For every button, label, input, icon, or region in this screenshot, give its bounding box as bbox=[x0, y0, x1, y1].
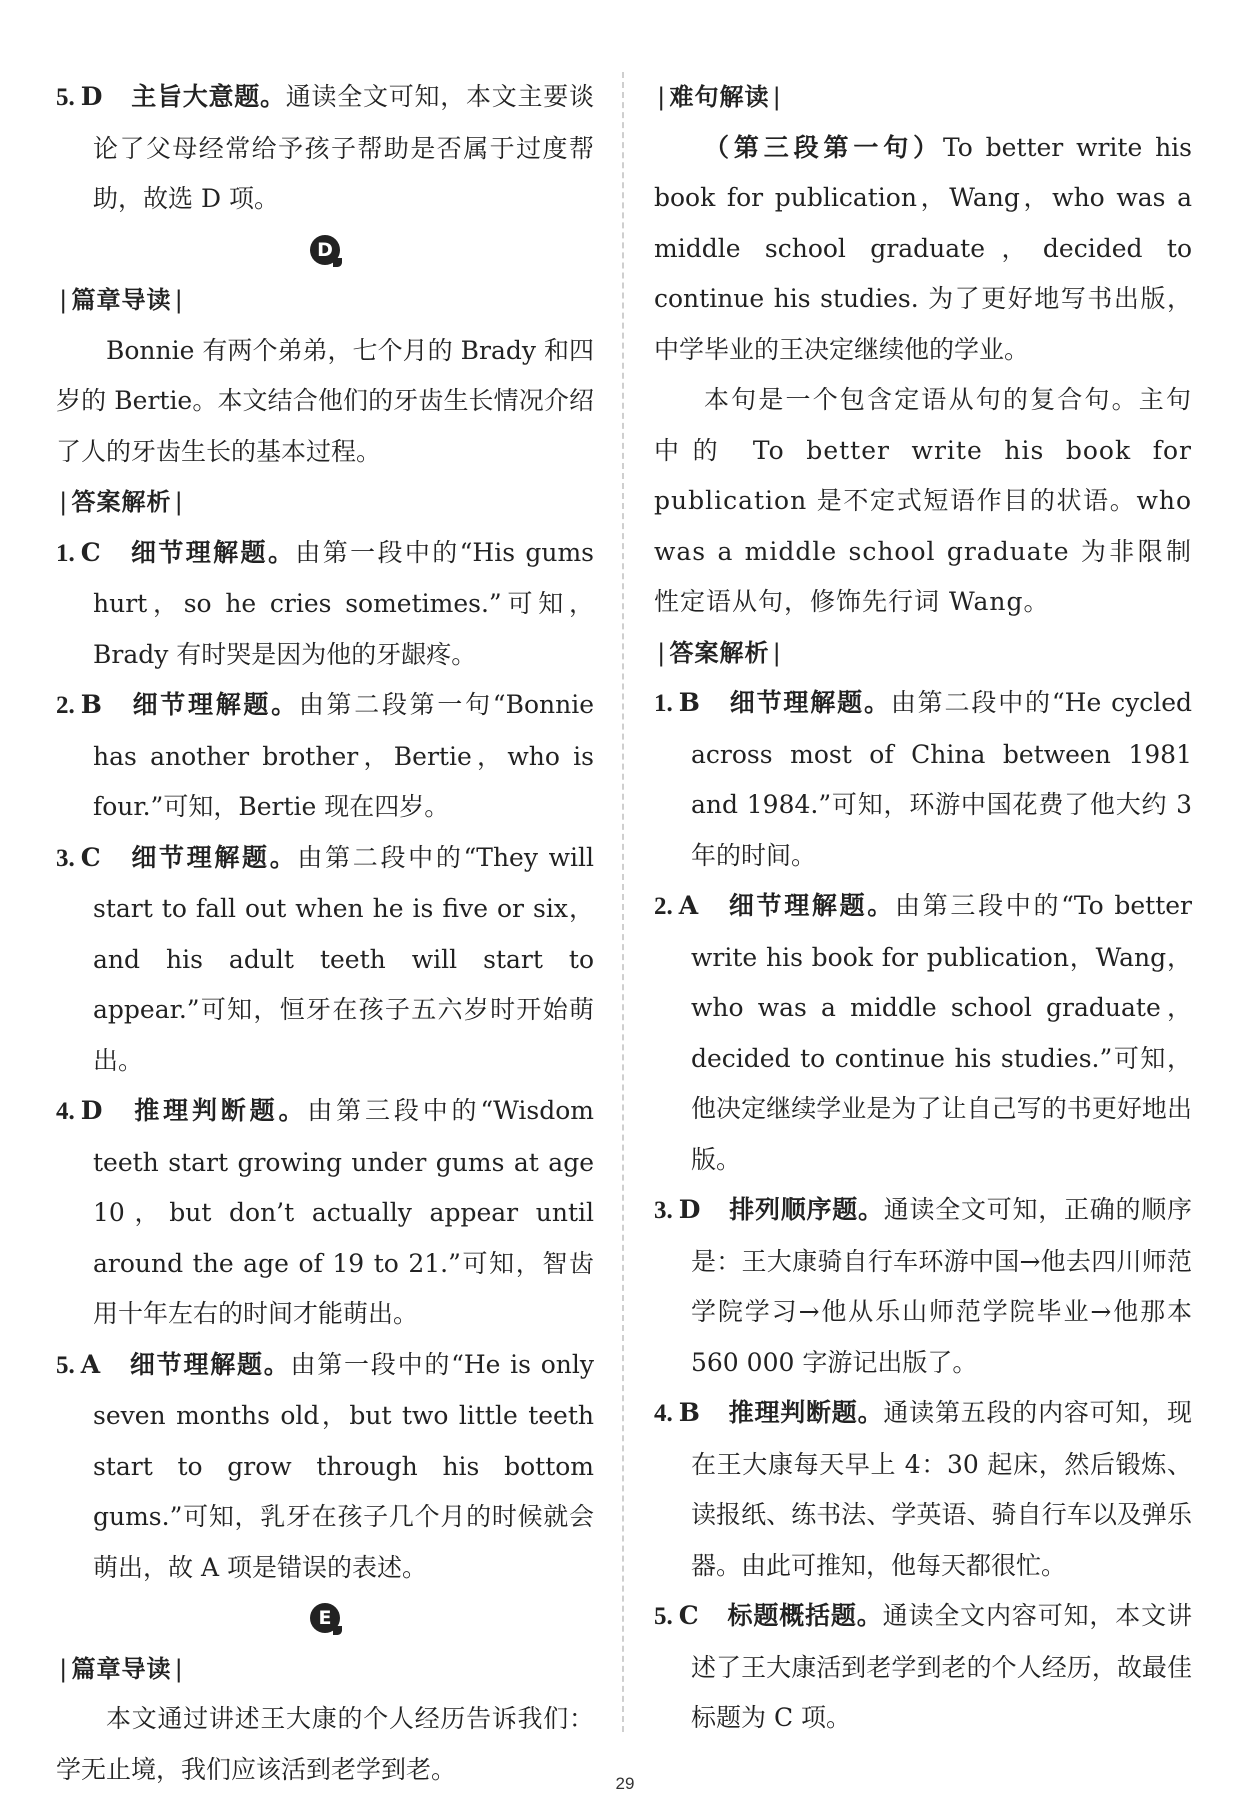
question-type: 细节理解题。 bbox=[128, 1349, 291, 1379]
left-column bbox=[56, 72, 594, 1795]
item-explanation: 通读全文可知，正确的顺序是：王大康骑自行车环游中国→他去四川师范学院学习→他从乐山师范学院毕业→他那本 560 000 字游记出版了。 bbox=[691, 1195, 1192, 1377]
hard-sentence-label: （第三段第一句） bbox=[704, 132, 943, 162]
question-type: 推理判断题。 bbox=[130, 1096, 308, 1125]
page-number: 29 bbox=[615, 1774, 635, 1793]
section-header-label: 答案解析 bbox=[669, 638, 770, 667]
item-explanation: 通读全文可知，本文主要谈论了父母经常给予孩子帮助是否属于过度帮助，故选 D 项。 bbox=[93, 82, 594, 213]
item-answer: D bbox=[80, 1096, 103, 1125]
question-type: 推理判断题。 bbox=[727, 1398, 884, 1427]
passage-e-marker bbox=[56, 1593, 594, 1644]
answer-item bbox=[654, 881, 1192, 1185]
hard-sentence bbox=[654, 123, 1192, 376]
item-number: 2. bbox=[56, 692, 75, 719]
section-header-label: 篇章导读 bbox=[71, 1654, 172, 1683]
section-header-label: 篇章导读 bbox=[71, 286, 172, 314]
section-header: |篇章导读| bbox=[56, 1654, 187, 1683]
item-answer: C bbox=[80, 537, 101, 567]
answer-item bbox=[56, 833, 594, 1087]
answer-list bbox=[56, 528, 594, 1594]
item-answer: B bbox=[678, 1398, 700, 1427]
item-answer: D bbox=[678, 1195, 701, 1224]
item-explanation: 由第二段第一句“Bonnie has another brother，Bertie，who is four.”可知，Bertie 现在四岁。 bbox=[93, 690, 594, 821]
passage-guide-text: Bonnie 有两个弟弟，七个月的 Brady 和四岁的 Bertie。本文结合他们的牙齿生长情况介绍了人的牙齿生长的基本过程。 bbox=[56, 335, 594, 466]
answer-item bbox=[654, 1591, 1192, 1744]
item-explanation: 由第一段中的“He is only seven months old，but two little teeth start to grow through his bottom gums.”可知，乳牙在孩子几个月的时候就会萌出，故 A 项是错误的表述。 bbox=[93, 1349, 594, 1582]
answer-item bbox=[654, 1185, 1192, 1388]
section-header-label: 难句解读 bbox=[669, 83, 770, 111]
item-explanation: 通读全文内容可知，本文讲述了王大康活到老学到老的个人经历，故最佳标题为 C 项。 bbox=[691, 1601, 1192, 1732]
section-header: |难句解读| bbox=[654, 83, 785, 111]
item-explanation: 由第三段中的“To better write his book for publication，Wang，who was a middle school graduate，decided to continue his studies.”可知，他决定继续学业是为了让自己写的书更好地出版。 bbox=[691, 891, 1192, 1174]
section-header-label: 答案解析 bbox=[71, 488, 172, 516]
passage-badge-icon: D bbox=[310, 235, 340, 265]
item-answer: A bbox=[80, 1349, 101, 1379]
column-divider bbox=[622, 72, 624, 1732]
answer-item bbox=[56, 72, 594, 225]
item-explanation: 由第一段中的“His gums hurt，so he cries sometimes.”可知，Brady 有时哭是因为他的牙龈疼。 bbox=[93, 537, 594, 669]
answer-list bbox=[654, 678, 1192, 1744]
answer-item bbox=[56, 1340, 594, 1594]
item-number: 2. bbox=[654, 893, 673, 920]
section-header: |篇章导读| bbox=[56, 286, 187, 314]
question-type: 主旨大意题。 bbox=[130, 82, 286, 111]
question-type: 细节理解题。 bbox=[129, 690, 299, 719]
item-answer: B bbox=[678, 688, 700, 717]
passage-badge-icon: E bbox=[310, 1603, 340, 1633]
question-type: 细节理解题。 bbox=[727, 688, 891, 717]
item-number: 5. bbox=[56, 1351, 75, 1379]
item-explanation: 由第二段中的“He cycled across most of China between 1981 and 1984.”可知，环游中国花费了他大约 3 年的时间。 bbox=[691, 688, 1192, 870]
item-answer: C bbox=[678, 1601, 699, 1630]
right-column bbox=[654, 72, 1192, 1744]
hard-sentence-analysis: 本句是一个包含定语从句的复合句。主句中的 To better write his book for publication 是不定式短语作目的状语。who was a middle school graduate 为非限制性定语从句，修饰先行词 Wang。 bbox=[654, 385, 1192, 616]
question-type: 细节理解题。 bbox=[128, 842, 298, 872]
item-answer: B bbox=[80, 690, 102, 719]
passage-d-marker bbox=[56, 225, 594, 276]
question-type: 标题概括题。 bbox=[726, 1601, 883, 1630]
item-explanation: 由第三段中的“Wisdom teeth start growing under gums at age 10，but don’t actually appear until around the age of 19 to 21.”可知，智齿用十年左右的时间才能萌出。 bbox=[93, 1096, 594, 1328]
item-explanation: 通读第五段的内容可知，现在王大康每天早上 4：30 起床，然后锻炼、读报纸、练书法、学英语、骑自行车以及弹乐器。由此可推知，他每天都很忙。 bbox=[691, 1398, 1192, 1580]
item-number: 4. bbox=[56, 1098, 75, 1125]
item-number: 4. bbox=[654, 1400, 673, 1427]
answer-item bbox=[56, 680, 594, 833]
item-number: 1. bbox=[654, 690, 673, 717]
item-number: 5. bbox=[654, 1603, 673, 1630]
answer-item bbox=[654, 678, 1192, 881]
section-header: |答案解析| bbox=[56, 488, 187, 516]
item-number: 5. bbox=[56, 84, 75, 111]
hard-sentence-text: To better write his book for publication，Wang，who was a middle school graduate，decided to continue his studies. 为了更好地写书出版，中学毕业的王决定继续他的学业。 bbox=[654, 132, 1192, 364]
passage-guide-text: 本文通过讲述王大康的个人经历告诉我们：学无止境，我们应该活到老学到老。 bbox=[56, 1704, 594, 1784]
item-explanation: 由第二段中的“They will start to fall out when he is five or six，and his adult teeth will start to appear.”可知，恒牙在孩子五六岁时开始萌出。 bbox=[93, 842, 594, 1075]
answer-item bbox=[56, 528, 594, 681]
answer-item bbox=[56, 1086, 594, 1340]
item-number: 3. bbox=[654, 1197, 673, 1224]
question-type: 细节理解题。 bbox=[128, 537, 296, 567]
item-number: 3. bbox=[56, 844, 75, 872]
item-answer: D bbox=[80, 82, 103, 111]
item-answer: A bbox=[678, 891, 699, 920]
item-answer: C bbox=[80, 842, 101, 872]
item-number: 1. bbox=[56, 539, 75, 567]
answer-item bbox=[654, 1388, 1192, 1591]
question-type: 排列顺序题。 bbox=[728, 1195, 884, 1224]
question-type: 细节理解题。 bbox=[726, 891, 895, 920]
section-header: |答案解析| bbox=[654, 638, 785, 667]
